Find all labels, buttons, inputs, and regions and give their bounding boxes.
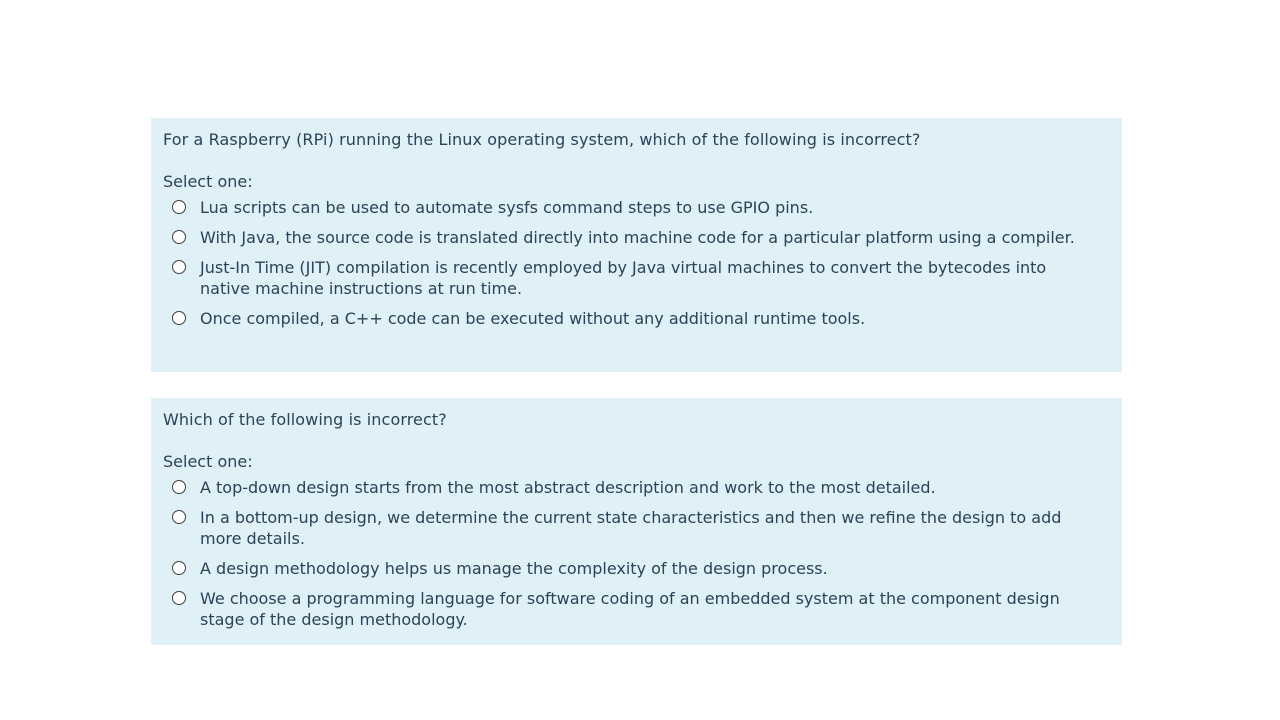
radio-button[interactable] bbox=[172, 260, 186, 274]
option-label: Lua scripts can be used to automate sysfs command steps to use GPIO pins. bbox=[200, 198, 814, 217]
question-1-card bbox=[151, 118, 1122, 372]
question-1-option-1[interactable] bbox=[163, 197, 1110, 218]
radio-button[interactable] bbox=[172, 561, 186, 575]
question-2-option-1[interactable] bbox=[163, 477, 1110, 498]
question-1-option-4[interactable] bbox=[163, 308, 1110, 329]
question-2-options bbox=[163, 477, 1110, 630]
question-2-card bbox=[151, 398, 1122, 645]
option-label: We choose a programming language for software coding of an embedded system at the component design stage of the design methodology. bbox=[200, 589, 1060, 629]
question-2-text: Which of the following is incorrect? bbox=[163, 410, 447, 429]
question-1-option-3[interactable] bbox=[163, 257, 1110, 299]
option-label: A design methodology helps us manage the complexity of the design process. bbox=[200, 559, 828, 578]
radio-button[interactable] bbox=[172, 510, 186, 524]
question-1-text: For a Raspberry (RPi) running the Linux operating system, which of the following is incorrect? bbox=[163, 130, 921, 149]
question-1-option-2[interactable] bbox=[163, 227, 1110, 248]
option-label: Once compiled, a C++ code can be executed without any additional runtime tools. bbox=[200, 309, 866, 328]
question-2-option-2[interactable] bbox=[163, 507, 1110, 549]
option-label: In a bottom-up design, we determine the current state characteristics and then we refine the design to add more details. bbox=[200, 508, 1062, 548]
radio-button[interactable] bbox=[172, 311, 186, 325]
question-2-option-4[interactable] bbox=[163, 588, 1110, 630]
option-label: A top-down design starts from the most abstract description and work to the most detailed. bbox=[200, 478, 936, 497]
option-label: With Java, the source code is translated directly into machine code for a particular platform using a compiler. bbox=[200, 228, 1075, 247]
option-label: Just-In Time (JIT) compilation is recently employed by Java virtual machines to convert the bytecodes into native machine instructions at run time. bbox=[200, 258, 1047, 298]
question-1-prompt: Select one: bbox=[163, 172, 253, 191]
question-2-option-3[interactable] bbox=[163, 558, 1110, 579]
radio-button[interactable] bbox=[172, 200, 186, 214]
radio-button[interactable] bbox=[172, 480, 186, 494]
radio-button[interactable] bbox=[172, 591, 186, 605]
radio-button[interactable] bbox=[172, 230, 186, 244]
question-2-prompt: Select one: bbox=[163, 452, 253, 471]
question-1-options bbox=[163, 197, 1110, 329]
